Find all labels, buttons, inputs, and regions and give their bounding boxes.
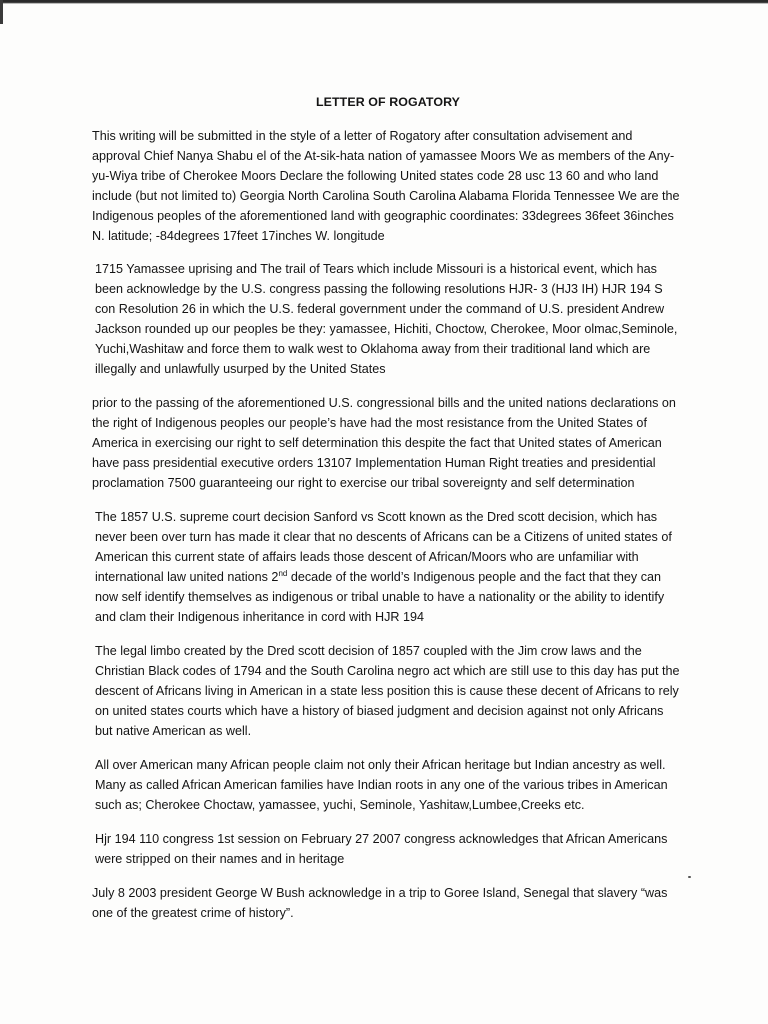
scan-top-edge <box>0 0 768 4</box>
paragraph-6: All over American many African people claim not only their African heritage but Indian ancestry as well. Many as called African American families have Indian roots in any one of the various tribes in American such as; Cherokee Choctaw, yamassee, yuchi, Seminole, Yashitaw,Lumbee,Creeks etc. <box>95 758 668 812</box>
paragraph-7: Hjr 194 110 congress 1st session on February 27 2007 congress acknowledges that African Americans were stripped on their names and in heritage <box>95 832 668 866</box>
paragraph-8: July 8 2003 president George W Bush acknowledge in a trip to Goree Island, Senegal that slavery “was one of the greatest crime of history”. <box>92 886 668 920</box>
letter-body <box>92 92 684 923</box>
paragraph-4-text-b: decade of the world’s Indigenous people and the fact that they can now self identify themselves as indigenous or tribal unable to have a nationality or the ability to identify and clam their Indigenous inheritance in cord with HJR 194 <box>95 570 665 624</box>
paragraph-4 <box>92 507 684 627</box>
paragraph-2: 1715 Yamassee uprising and The trail of Tears which include Missouri is a historical event, which has been acknowledge by the U.S. congress passing the following resolutions HJR- 3 (HJ3 IH) HJR 194 S con Resolution 26 in which the U.S. federal government under the command of U.S. president Andrew Jackson rounded up our peoples be they: yamassee, Hichiti, Choctow, Cherokee, Moor olmac,Seminole, Yuchi,Washitaw and force them to walk west to Oklahoma away from their traditional land which are illegally and unlawfully usurped by the United States <box>95 262 678 376</box>
paragraph-3: prior to the passing of the aforementioned U.S. congressional bills and the united nations declarations on the right of Indigenous peoples our people’s have had the most resistance from the United States of America in exercising our right to self determination this despite the fact that United states of American have pass presidential executive orders 13107 Implementation Human Right treaties and presidential proclamation 7500 guaranteeing our right to exercise our tribal sovereignty and self determination <box>92 396 676 490</box>
scan-speck <box>688 876 691 878</box>
paragraph-4-text-a: The 1857 U.S. supreme court decision Sanford vs Scott known as the Dred scott decision, which has never been over turn has made it clear that no descents of Africans can be a Citizens of united states of American this current state of affairs leads those descent of African/Moors who are unfamiliar with international law united nations 2 <box>95 510 672 584</box>
paragraph-5: The legal limbo created by the Dred scott decision of 1857 coupled with the Jim crow laws and the Christian Black codes of 1794 and the South Carolina negro act which are still use to this day has put the descent of Africans living in American in a state less position this is cause these decent of Africans to rely on united states courts which have a history of biased judgment and decision against not only Africans but native American as well. <box>95 644 680 738</box>
scan-left-edge <box>0 0 3 24</box>
paragraph-4-superscript: nd <box>278 568 288 578</box>
paragraph-1: This writing will be submitted in the style of a letter of Rogatory after consultation advisement and approval Chief Nanya Shabu el of the At-sik-hata nation of yamassee Moors We as members of the Any-yu-Wiya tribe of Cherokee Moors Declare the following United states code 28 usc 13 60 and who land include (but not limited to) Georgia North Carolina South Carolina Alabama Florida Tennessee We are the Indigenous peoples of the aforementioned land with geographic coordinates: 33degrees 36feet 36inches N. latitude; -84degrees 17feet 17inches W. longitude <box>92 129 680 243</box>
document-title: LETTER OF ROGATORY <box>315 95 461 109</box>
